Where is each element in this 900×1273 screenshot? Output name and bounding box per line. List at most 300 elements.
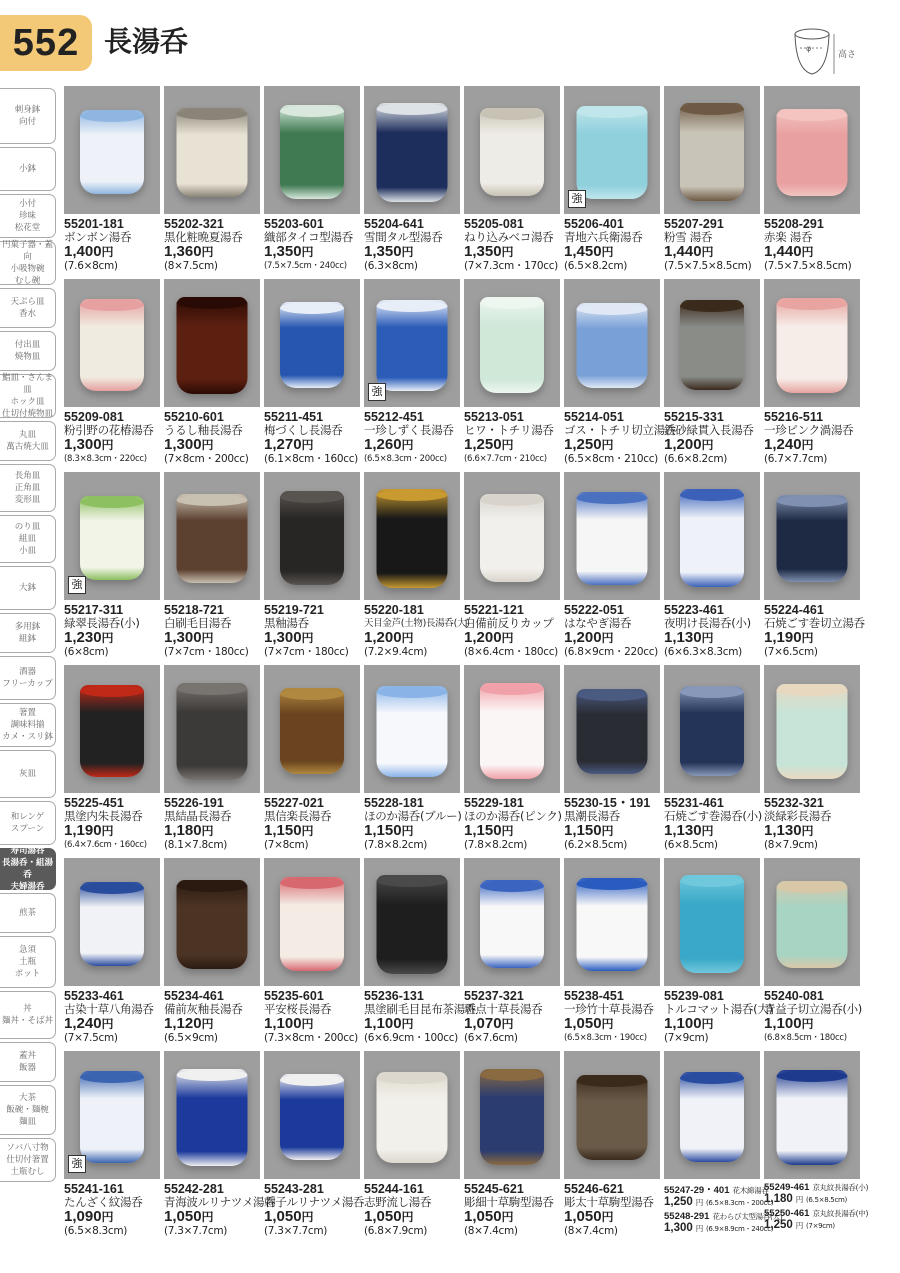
- product-item[interactable]: [664, 86, 760, 272]
- yen-unit: 円: [701, 1017, 714, 1031]
- product-price-line: [464, 823, 560, 839]
- product-item[interactable]: [364, 279, 460, 465]
- product-name: 備前灰釉長湯呑: [164, 1002, 243, 1016]
- variant-row-2: [764, 1219, 860, 1231]
- product-item[interactable]: [64, 858, 160, 1044]
- sidebar-tab-label: 仕切付箸置: [6, 1155, 49, 1165]
- product-photo: [264, 665, 360, 793]
- product-price: 1,100: [764, 1015, 802, 1032]
- sidebar-tab-label: 煎茶: [18, 908, 36, 918]
- product-code: 55241-161: [64, 1182, 124, 1196]
- product-price: 1,050: [564, 1015, 602, 1032]
- cup-illustration: [280, 1074, 344, 1160]
- yen-unit: 円: [401, 631, 414, 645]
- cup-illustration: [480, 1069, 544, 1165]
- product-item[interactable]: [364, 858, 476, 1044]
- product-item[interactable]: [664, 472, 760, 658]
- sidebar-tab-label: 灰皿: [18, 769, 36, 779]
- product-price: 1,100: [264, 1015, 302, 1032]
- product-size: (6.5×8cm・210cc): [564, 453, 658, 465]
- cup-illustration: [777, 495, 848, 582]
- product-price-line: [564, 1016, 660, 1032]
- product-price: 1,090: [64, 1208, 102, 1225]
- cup-rim: [777, 1070, 848, 1082]
- product-name: 黒釉湯呑: [264, 616, 309, 630]
- product-item[interactable]: [564, 86, 660, 272]
- product-item[interactable]: [664, 665, 760, 851]
- yen-unit: 円: [101, 1017, 114, 1031]
- product-item[interactable]: [764, 1051, 869, 1231]
- sidebar-tab-label: 組鉢: [18, 634, 36, 644]
- sidebar-tab[interactable]: [0, 194, 56, 238]
- product-photo: [664, 279, 760, 407]
- product-size: (7.8×8.2cm): [464, 839, 528, 851]
- product-photo: [464, 1051, 560, 1179]
- cup-rim: [777, 495, 848, 507]
- sidebar-tab-label: 天ぷら皿: [10, 297, 45, 307]
- sidebar-tab[interactable]: [0, 613, 56, 653]
- sidebar-tab[interactable]: [0, 848, 56, 890]
- product-price: 1,100: [664, 1015, 702, 1032]
- product-name: 白備前反りカップ: [464, 616, 554, 630]
- product-item[interactable]: [564, 472, 660, 658]
- product-code: 55231-461: [664, 796, 724, 810]
- product-size: (7.5×7.5×8.5cm): [664, 260, 752, 272]
- cup-illustration: [280, 105, 344, 199]
- sidebar-tab-label: 蓋丼: [18, 1051, 36, 1061]
- product-price: 1,150: [264, 822, 302, 839]
- product-name: 淡緑彩長湯呑: [764, 809, 832, 823]
- product-price: 1,300: [264, 629, 302, 646]
- product-price: 1,440: [664, 243, 702, 260]
- product-price: 1,150: [564, 822, 602, 839]
- sidebar-tab[interactable]: [0, 936, 56, 988]
- product-size: (6.8×8.5cm・180cc): [764, 1033, 847, 1043]
- product-size: (6.2×8.5cm): [564, 839, 628, 851]
- product-price: 1,300: [664, 1222, 693, 1234]
- sidebar-tab[interactable]: [0, 88, 56, 144]
- product-price-line: [764, 1016, 860, 1032]
- product-item[interactable]: [764, 86, 860, 272]
- sidebar-tab[interactable]: [0, 991, 56, 1039]
- cup-rim: [177, 494, 248, 506]
- product-photo: [564, 472, 660, 600]
- product-name: 斑点十草長湯呑: [464, 1002, 543, 1016]
- yen-unit: 円: [301, 1210, 314, 1224]
- cup-illustration: [577, 1075, 648, 1160]
- product-item[interactable]: [764, 665, 860, 851]
- product-price-line: [264, 630, 360, 646]
- product-name: 天目金芦(土物)長湯呑(大): [364, 618, 470, 629]
- product-item[interactable]: [664, 858, 773, 1044]
- product-code: 55229-181: [464, 796, 524, 810]
- product-item[interactable]: [64, 279, 160, 465]
- product-name: トルコマット湯呑(大): [664, 1002, 773, 1016]
- product-size: (8×7.4cm): [564, 1225, 618, 1237]
- product-price-line: [564, 437, 660, 453]
- product-price-line: [464, 1016, 560, 1032]
- sidebar-tab-label: 大鉢: [18, 583, 36, 593]
- product-code: 55237-321: [464, 989, 524, 1003]
- yen-unit: 円: [201, 245, 214, 259]
- product-item[interactable]: [464, 858, 560, 1044]
- product-code: 55228-181: [364, 796, 424, 810]
- sidebar-tab[interactable]: [0, 421, 56, 461]
- sidebar-tab-label: フリーカップ: [2, 679, 53, 689]
- product-item[interactable]: [764, 472, 865, 658]
- product-item[interactable]: [564, 1051, 660, 1237]
- strong-badge: 強: [68, 1155, 86, 1173]
- product-price: 1,300: [164, 629, 202, 646]
- yen-unit: 円: [801, 245, 814, 259]
- yen-unit: 円: [601, 245, 614, 259]
- product-price-line: [64, 1209, 160, 1225]
- product-item[interactable]: [564, 279, 676, 465]
- yen-unit: 円: [601, 824, 614, 838]
- product-code: 55244-161: [364, 1182, 424, 1196]
- product-price: 1,250: [464, 436, 502, 453]
- sidebar-tab-label: 正角皿: [14, 483, 41, 493]
- sidebar-tab-label: 小付: [18, 199, 36, 209]
- product-photo: [664, 86, 760, 214]
- product-code: 55210-601: [164, 410, 224, 424]
- cup-rim: [280, 491, 344, 503]
- product-name: 志野流し湯呑: [364, 1195, 432, 1209]
- page-title: 長湯呑: [104, 25, 189, 58]
- product-item[interactable]: [164, 472, 260, 658]
- product-item[interactable]: [364, 1051, 460, 1237]
- sidebar-tab-label: 香水: [18, 309, 36, 319]
- cup-illustration: [377, 1072, 448, 1163]
- product-price-line: [764, 244, 860, 260]
- cup-rim: [280, 1074, 344, 1086]
- product-price: 1,350: [264, 243, 302, 260]
- product-photo: [264, 279, 360, 407]
- product-item[interactable]: [264, 1051, 365, 1237]
- product-item[interactable]: [464, 472, 560, 658]
- product-size: (6.3×8cm): [364, 260, 418, 272]
- cup-rim: [680, 1072, 744, 1084]
- sidebar-tab[interactable]: [0, 566, 56, 610]
- yen-unit: 円: [301, 1017, 314, 1031]
- cup-rim: [480, 297, 544, 309]
- product-size: (6.1×8cm・160cc): [264, 453, 358, 465]
- product-photo: [764, 472, 860, 600]
- product-name: うるし釉長湯呑: [164, 423, 243, 437]
- yen-unit: 円: [601, 631, 614, 645]
- product-item[interactable]: [164, 665, 260, 851]
- cup-illustration: [480, 880, 544, 968]
- product-size: (7×9cm): [805, 1222, 835, 1230]
- variant-entry: [764, 1208, 869, 1231]
- yen-unit: 円: [795, 1221, 803, 1230]
- product-item[interactable]: [64, 472, 160, 658]
- product-price-line: [664, 630, 760, 646]
- cup-rim: [80, 1071, 144, 1083]
- product-name: ねり込みベコ湯呑: [464, 230, 554, 244]
- product-code: 55248-291: [664, 1211, 710, 1222]
- product-item[interactable]: [64, 1051, 160, 1237]
- product-name: 石焼ごす巻切立湯呑: [764, 616, 865, 630]
- product-photo: [164, 279, 260, 407]
- product-code: 55227-021: [264, 796, 324, 810]
- yen-unit: 円: [401, 824, 414, 838]
- product-name: 雪間タル型湯呑: [364, 230, 443, 244]
- product-code: 55225-451: [64, 796, 124, 810]
- cup-rim: [80, 882, 144, 894]
- product-item[interactable]: [564, 858, 660, 1044]
- cup-illustration: [177, 108, 248, 197]
- cup-illustration: [680, 489, 744, 587]
- product-item[interactable]: [64, 665, 160, 851]
- product-item[interactable]: [664, 279, 760, 465]
- product-price-line: [464, 630, 560, 646]
- product-code: 55246-621: [564, 1182, 624, 1196]
- product-price: 1,350: [364, 243, 402, 260]
- product-photo: [464, 86, 560, 214]
- product-item[interactable]: [464, 665, 560, 851]
- product-price: 1,180: [764, 1193, 793, 1205]
- yen-unit: 円: [401, 1210, 414, 1224]
- product-code: 55216-511: [764, 410, 824, 424]
- sidebar-tab-label: 変形皿: [14, 495, 41, 505]
- product-code: 55243-281: [264, 1182, 324, 1196]
- product-size: (6.9×8.9cm・240cc): [705, 1225, 774, 1233]
- sidebar-tab[interactable]: [0, 331, 56, 371]
- cup-illustration: [777, 684, 848, 779]
- sidebar-tab-label: のり皿: [14, 522, 41, 532]
- cup-rim: [577, 1075, 648, 1087]
- yen-unit: 円: [601, 1210, 614, 1224]
- product-code: 55242-281: [164, 1182, 224, 1196]
- product-price: 1,100: [364, 1015, 402, 1032]
- product-price-line: [564, 823, 660, 839]
- product-code: 55235-601: [264, 989, 324, 1003]
- cup-rim: [377, 686, 448, 698]
- product-price: 1,130: [664, 629, 702, 646]
- cup-rim: [480, 683, 544, 695]
- yen-unit: 円: [801, 438, 814, 452]
- cup-rim: [177, 297, 248, 309]
- product-size: (7.2×9.4cm): [364, 646, 428, 658]
- product-price-line: [464, 1209, 560, 1225]
- product-name: 黒化粧晩夏湯呑: [164, 230, 243, 244]
- yen-unit: 円: [301, 245, 314, 259]
- product-code: 55238-451: [564, 989, 624, 1003]
- product-name: 一珍ピンク渦湯呑: [764, 423, 854, 437]
- variant-row-2: [664, 1196, 774, 1208]
- product-photo: [364, 1051, 460, 1179]
- cup-rim: [80, 496, 144, 508]
- product-photo: [764, 86, 860, 214]
- product-photo: [264, 472, 360, 600]
- product-item[interactable]: [764, 858, 860, 1044]
- product-photo: [64, 665, 160, 793]
- product-price-line: [64, 244, 160, 260]
- sidebar-tab[interactable]: [0, 1085, 56, 1135]
- product-name: 花わらび太型湯呑(大): [712, 1212, 783, 1221]
- product-name: 黒結晶長湯呑: [164, 809, 232, 823]
- yen-unit: 円: [301, 438, 314, 452]
- product-price: 1,250: [564, 436, 602, 453]
- product-photo: [464, 858, 560, 986]
- product-price-line: [664, 823, 760, 839]
- product-code: 55239-081: [664, 989, 724, 1003]
- product-price-line: [164, 1016, 260, 1032]
- product-price: 1,270: [264, 436, 302, 453]
- product-size: (7×6.5cm): [764, 646, 818, 658]
- cup-illustration: [577, 878, 648, 971]
- product-price: 1,150: [364, 822, 402, 839]
- product-price: 1,190: [764, 629, 802, 646]
- product-price: 1,200: [564, 629, 602, 646]
- product-photo: [264, 858, 360, 986]
- cup-rim: [177, 880, 248, 892]
- sidebar-tab[interactable]: [0, 147, 56, 191]
- cup-rim: [777, 298, 848, 310]
- product-size: (7×7cm・180cc): [264, 646, 349, 658]
- sidebar-tab[interactable]: [0, 288, 56, 328]
- cup-illustration: [377, 489, 448, 588]
- product-price-line: [764, 630, 860, 646]
- product-item[interactable]: [364, 472, 470, 658]
- yen-unit: 円: [501, 1017, 514, 1031]
- product-price: 1,130: [764, 822, 802, 839]
- product-size: (6.8×9cm・220cc): [564, 646, 658, 658]
- sidebar-tab[interactable]: [0, 374, 56, 418]
- product-item[interactable]: [264, 86, 360, 272]
- sidebar-tab[interactable]: [0, 241, 56, 285]
- product-name: 黒塗内朱長湯呑: [64, 809, 143, 823]
- product-item[interactable]: [464, 86, 560, 272]
- cup-illustration: [377, 686, 448, 777]
- product-photo: [564, 1051, 660, 1179]
- product-code: 55205-081: [464, 217, 524, 231]
- product-name: 石焼ごす巻湯呑(小): [664, 809, 762, 823]
- product-item[interactable]: [564, 665, 660, 851]
- sidebar-tab-label: 酒器: [18, 667, 36, 677]
- cup-rim: [80, 110, 144, 122]
- cup-illustration: [377, 875, 448, 974]
- cup-rim: [177, 683, 248, 695]
- product-item[interactable]: [164, 858, 260, 1044]
- product-price-line: [464, 437, 560, 453]
- product-price: 1,300: [164, 436, 202, 453]
- sidebar-tab[interactable]: [0, 515, 56, 563]
- product-item[interactable]: [464, 1051, 560, 1237]
- product-code: 55220-181: [364, 603, 424, 617]
- cup-rim: [177, 1069, 248, 1081]
- sidebar-tab-label: 土瓶: [18, 957, 36, 967]
- yen-unit: 円: [795, 1195, 803, 1204]
- sidebar-tab[interactable]: [0, 464, 56, 512]
- product-code: 55211-451: [264, 410, 324, 424]
- product-price-line: [364, 823, 460, 839]
- yen-unit: 円: [301, 631, 314, 645]
- sidebar-tab[interactable]: [0, 750, 56, 798]
- cup-rim: [577, 106, 648, 118]
- product-price: 1,070: [464, 1015, 502, 1032]
- product-code: 55213-051: [464, 410, 524, 424]
- product-item[interactable]: [364, 665, 460, 851]
- sidebar-tab-label: 仕切付焼物皿: [1, 409, 53, 419]
- product-name: ヒワ・トチリ湯呑: [464, 423, 554, 437]
- product-code: 55218-721: [164, 603, 224, 617]
- cup-illustration: [577, 689, 648, 774]
- yen-unit: 円: [701, 824, 714, 838]
- product-item[interactable]: [364, 86, 460, 272]
- product-price-line: [164, 630, 260, 646]
- product-price: 1,400: [64, 243, 102, 260]
- cup-illustration: [680, 103, 744, 201]
- product-code: 55208-291: [764, 217, 824, 231]
- sidebar-tab[interactable]: [0, 893, 56, 933]
- product-photo: [64, 279, 160, 407]
- product-photo: [164, 858, 260, 986]
- cup-illustration: [177, 1069, 248, 1166]
- cup-rim: [777, 684, 848, 696]
- product-price-line: [564, 630, 660, 646]
- product-item[interactable]: [64, 86, 160, 272]
- cup-illustration: [680, 300, 744, 390]
- yen-unit: 円: [501, 1210, 514, 1224]
- product-price-line: [364, 1016, 460, 1032]
- product-price: 1,200: [364, 629, 402, 646]
- product-name: 緑翠長湯呑(小): [64, 616, 140, 630]
- product-item[interactable]: [264, 665, 360, 851]
- product-item[interactable]: [264, 858, 360, 1044]
- cup-illustration: [777, 881, 848, 968]
- sidebar-tab[interactable]: [0, 1042, 56, 1082]
- sidebar-tab-label: 調味料揃: [10, 720, 45, 730]
- product-name: ほのか湯呑(ブルー): [364, 809, 462, 823]
- product-price-line: [64, 823, 160, 839]
- sidebar-tab[interactable]: [0, 656, 56, 700]
- cup-rim: [280, 302, 344, 314]
- product-item[interactable]: [164, 279, 260, 465]
- product-size: (7.3×7.7cm): [164, 1225, 228, 1237]
- product-item[interactable]: [764, 279, 860, 465]
- product-size: (6.7×7.7cm): [764, 453, 828, 465]
- product-item[interactable]: [464, 279, 560, 465]
- sidebar-tab-label: 丼: [23, 1004, 32, 1014]
- sidebar-tab[interactable]: [0, 703, 56, 747]
- product-name: 平安桜長湯呑: [264, 1002, 332, 1016]
- product-item[interactable]: [164, 86, 260, 272]
- product-size: (6.5×8.3cm・200cc): [364, 454, 447, 464]
- variant-entry: [664, 1182, 774, 1208]
- yen-unit: 円: [301, 824, 314, 838]
- cup-rim: [377, 489, 448, 501]
- product-photo: [764, 665, 860, 793]
- product-item[interactable]: [264, 279, 360, 465]
- product-size: (7.6×8cm): [64, 260, 118, 272]
- yen-unit: 円: [101, 824, 114, 838]
- page-number: 552: [0, 15, 92, 71]
- product-size: (8.3×8.3cm・220cc): [64, 454, 147, 464]
- strong-badge: 強: [368, 383, 386, 401]
- product-item[interactable]: [264, 472, 360, 658]
- sidebar-tab[interactable]: [0, 801, 56, 845]
- cup-illustration: [80, 882, 144, 966]
- sidebar-tab[interactable]: [0, 1138, 56, 1182]
- sidebar-tab-label: むし碗: [14, 276, 41, 286]
- sidebar-tab-label: 小鉢: [18, 164, 36, 174]
- product-item[interactable]: [164, 1051, 276, 1237]
- product-photo: [564, 86, 660, 214]
- product-photo: [664, 1051, 760, 1179]
- cup-rim: [577, 878, 648, 890]
